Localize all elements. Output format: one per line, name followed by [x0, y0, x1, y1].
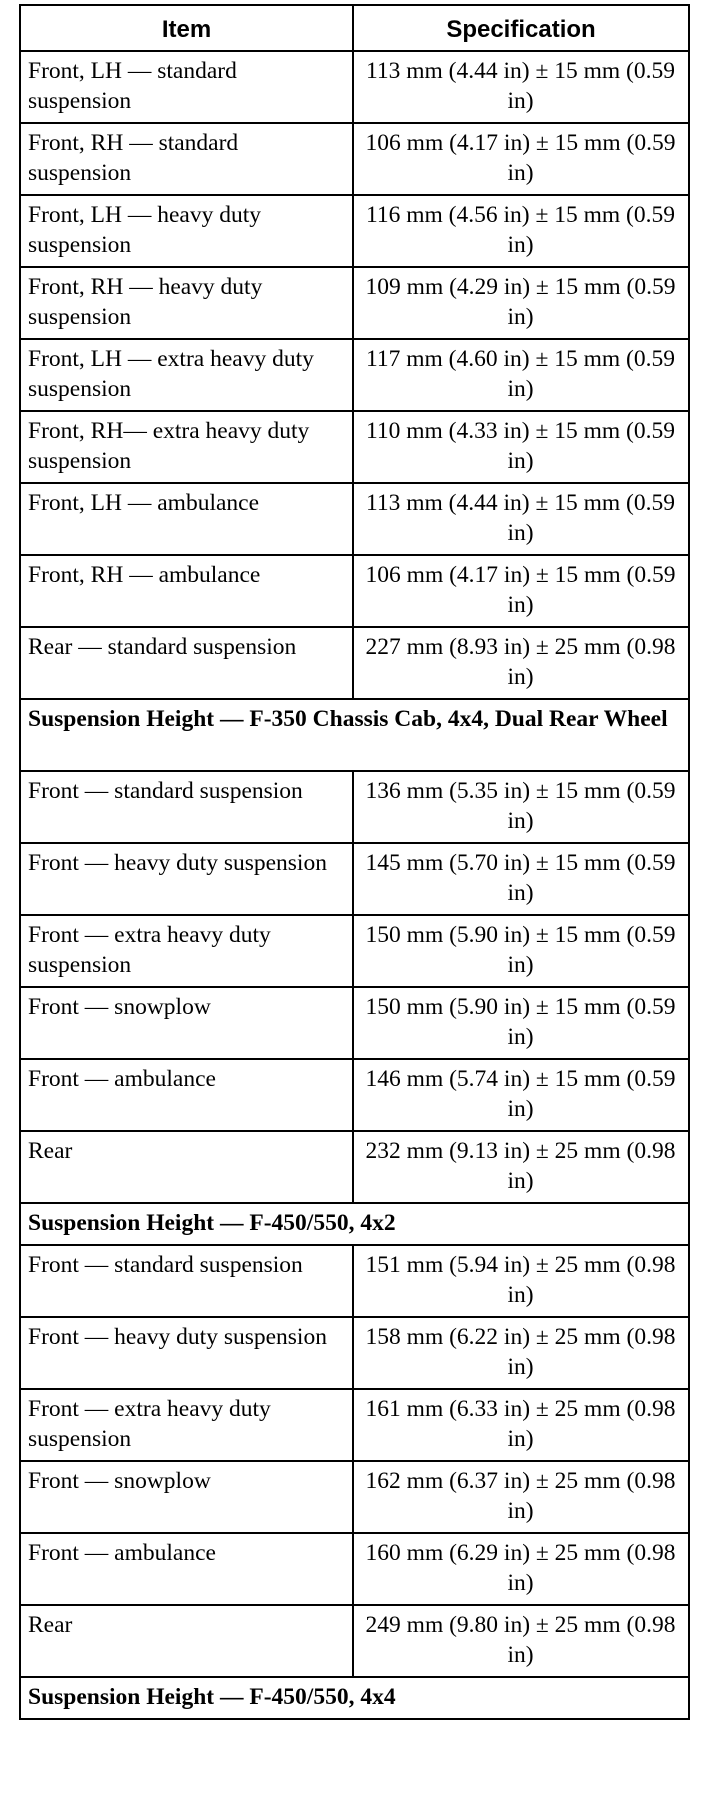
section-title: Suspension Height — F-450/550, 4x2: [20, 1203, 689, 1245]
specification-cell: 160 mm (6.29 in) ± 25 mm (0.98 in): [353, 1533, 689, 1605]
item-cell: Front, RH — heavy duty suspension: [20, 267, 353, 339]
specification-cell: 161 mm (6.33 in) ± 25 mm (0.98 in): [353, 1389, 689, 1461]
table-row: [20, 1605, 689, 1677]
specification-cell: 227 mm (8.93 in) ± 25 mm (0.98 in): [353, 627, 689, 699]
item-cell: Rear — standard suspension: [20, 627, 353, 699]
table-body: [20, 51, 689, 1719]
item-cell: Front, LH — standard suspension: [20, 51, 353, 123]
item-cell: Front — snowplow: [20, 1461, 353, 1533]
item-cell: Rear: [20, 1131, 353, 1203]
specification-cell: 109 mm (4.29 in) ± 15 mm (0.59 in): [353, 267, 689, 339]
item-cell: Front, LH — extra heavy duty suspension: [20, 339, 353, 411]
item-cell: Front — snowplow: [20, 987, 353, 1059]
table-row: [20, 123, 689, 195]
table-row: [20, 1317, 689, 1389]
specification-cell: 110 mm (4.33 in) ± 15 mm (0.59 in): [353, 411, 689, 483]
table-header-row: [20, 5, 689, 51]
table-row: [20, 1389, 689, 1461]
table-row: [20, 1245, 689, 1317]
table-row: [20, 1461, 689, 1533]
item-cell: Front, RH — standard suspension: [20, 123, 353, 195]
section-header-row: [20, 1203, 689, 1245]
spec-sheet: [19, 4, 688, 1720]
specification-cell: 162 mm (6.37 in) ± 25 mm (0.98 in): [353, 1461, 689, 1533]
item-cell: Front — heavy duty suspension: [20, 843, 353, 915]
section-title: Suspension Height — F-350 Chassis Cab, 4x4, Dual Rear Wheel: [20, 699, 689, 771]
header-item: Item: [20, 5, 353, 51]
table-row: [20, 1131, 689, 1203]
item-cell: Front, RH — ambulance: [20, 555, 353, 627]
item-cell: Front — extra heavy duty suspension: [20, 915, 353, 987]
specification-cell: 117 mm (4.60 in) ± 15 mm (0.59 in): [353, 339, 689, 411]
table-row: [20, 843, 689, 915]
table-row: [20, 51, 689, 123]
table-row: [20, 555, 689, 627]
item-cell: Front — standard suspension: [20, 1245, 353, 1317]
table-row: [20, 771, 689, 843]
section-title: Suspension Height — F-450/550, 4x4: [20, 1677, 689, 1719]
specification-cell: 106 mm (4.17 in) ± 15 mm (0.59 in): [353, 555, 689, 627]
specification-cell: 106 mm (4.17 in) ± 15 mm (0.59 in): [353, 123, 689, 195]
specification-cell: 145 mm (5.70 in) ± 15 mm (0.59 in): [353, 843, 689, 915]
table-row: [20, 1533, 689, 1605]
specification-cell: 116 mm (4.56 in) ± 15 mm (0.59 in): [353, 195, 689, 267]
specification-cell: 150 mm (5.90 in) ± 15 mm (0.59 in): [353, 987, 689, 1059]
table-row: [20, 267, 689, 339]
item-cell: Front, LH — ambulance: [20, 483, 353, 555]
specification-cell: 136 mm (5.35 in) ± 15 mm (0.59 in): [353, 771, 689, 843]
section-header-row: [20, 699, 689, 771]
table-row: [20, 987, 689, 1059]
item-cell: Front, LH — heavy duty suspension: [20, 195, 353, 267]
item-cell: Front — ambulance: [20, 1059, 353, 1131]
suspension-height-table: [19, 4, 690, 1720]
table-row: [20, 1059, 689, 1131]
table-row: [20, 195, 689, 267]
specification-cell: 249 mm (9.80 in) ± 25 mm (0.98 in): [353, 1605, 689, 1677]
table-row: [20, 411, 689, 483]
specification-cell: 158 mm (6.22 in) ± 25 mm (0.98 in): [353, 1317, 689, 1389]
section-header-row: [20, 1677, 689, 1719]
table-row: [20, 915, 689, 987]
table-row: [20, 627, 689, 699]
specification-cell: 146 mm (5.74 in) ± 15 mm (0.59 in): [353, 1059, 689, 1131]
table-row: [20, 339, 689, 411]
specification-cell: 150 mm (5.90 in) ± 15 mm (0.59 in): [353, 915, 689, 987]
item-cell: Front — extra heavy duty suspension: [20, 1389, 353, 1461]
specification-cell: 232 mm (9.13 in) ± 25 mm (0.98 in): [353, 1131, 689, 1203]
specification-cell: 151 mm (5.94 in) ± 25 mm (0.98 in): [353, 1245, 689, 1317]
specification-cell: 113 mm (4.44 in) ± 15 mm (0.59 in): [353, 51, 689, 123]
header-specification: Specification: [353, 5, 689, 51]
table-row: [20, 483, 689, 555]
item-cell: Front — standard suspension: [20, 771, 353, 843]
item-cell: Rear: [20, 1605, 353, 1677]
specification-cell: 113 mm (4.44 in) ± 15 mm (0.59 in): [353, 483, 689, 555]
item-cell: Front, RH— extra heavy duty suspension: [20, 411, 353, 483]
item-cell: Front — heavy duty suspension: [20, 1317, 353, 1389]
item-cell: Front — ambulance: [20, 1533, 353, 1605]
